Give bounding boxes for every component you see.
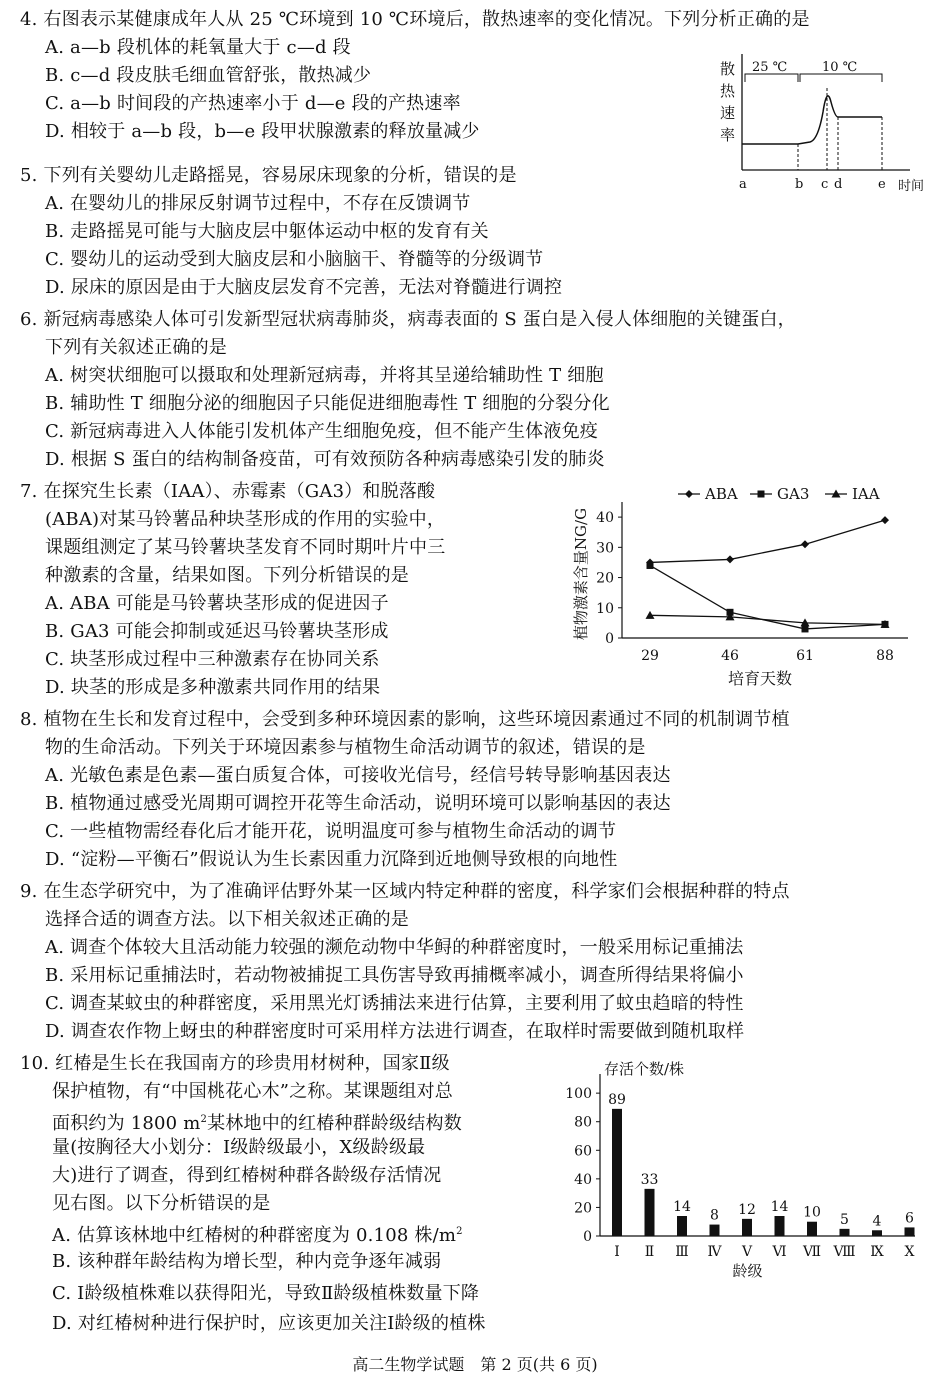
chart10-xlabel: 龄级	[732, 1262, 763, 1280]
q8-option-d: D. “淀粉—平衡石”假说认为生长素因重力沉降到近地侧导致根的向地性	[45, 849, 618, 870]
fig4-ylabel-1: 热	[720, 82, 736, 100]
q9-stem-line2: 选择合适的调查方法。以下相关叙述正确的是	[45, 909, 409, 930]
q8-option-b: B. 植物通过感受光周期可调控开花等生命活动，说明环境可以影响基因的表达	[45, 793, 671, 814]
chart7-point-ga3	[647, 562, 654, 569]
q10-stem-line4: 量(按胸径大小划分：Ⅰ级龄级最小，Ⅹ级龄级最	[52, 1137, 426, 1158]
chart10-bar	[645, 1189, 655, 1236]
chart10-bar	[872, 1230, 882, 1236]
q10-option-c: C. Ⅰ龄级植株难以获得阳光，导致Ⅱ龄级植株数量下降	[52, 1283, 480, 1304]
chart7-ytick-label: 0	[605, 631, 614, 647]
chart10-category-label: Ⅲ	[675, 1244, 689, 1260]
chart10-ylabel: 存活个数/株	[604, 1060, 685, 1078]
q8-stem-line2: 物的生命活动。下列关于环境因素参与植物生命活动调节的叙述，错误的是	[45, 737, 646, 758]
chart10-ytick-label: 80	[574, 1114, 592, 1131]
chart10-category-label: Ⅳ	[707, 1244, 722, 1260]
chart10-ytick-label: 100	[565, 1086, 592, 1103]
chart10-ytick-label: 0	[583, 1229, 592, 1245]
q10-area-sup: 2	[200, 1114, 208, 1125]
chart10-category-label: Ⅵ	[772, 1244, 787, 1260]
q7-hormone-line-chart	[560, 480, 925, 695]
chart10-bar-value: 33	[640, 1171, 659, 1188]
chart10-bar-value: 12	[738, 1201, 756, 1218]
q4-option-c: C. a—b 时间段的产热速率小于 d—e 段的产热速率	[45, 93, 461, 114]
q9-option-d: D. 调查农作物上蚜虫的种群密度时可采用样方法进行调查，在取样时需要做到随机取样	[45, 1021, 745, 1042]
q5-stem: 5. 下列有关婴幼儿走路摇晃，容易尿床现象的分析，错误的是	[20, 165, 517, 186]
q4-heat-dissipation-figure	[710, 52, 935, 197]
q8-option-a: A. 光敏色素是色素—蛋白质复合体，可接收光信号，经信号转导影响基因表达	[45, 765, 671, 786]
chart10-bar-value: 89	[608, 1091, 626, 1108]
q5-option-a: A. 在婴幼儿的排尿反射调节过程中，不存在反馈调节	[45, 193, 471, 214]
fig4-ylabel-3: 率	[720, 126, 736, 144]
q7-option-d: D. 块茎的形成是多种激素共同作用的结果	[45, 677, 381, 698]
q6-option-d: D. 根据 S 蛋白的结构制备疫苗，可有效预防各种病毒感染引发的肺炎	[45, 449, 605, 470]
chart7-line-aba	[650, 520, 885, 562]
fig4-tick-a: a	[739, 177, 747, 192]
fig4-curve	[742, 96, 882, 144]
q9-option-a: A. 调查个体较大且活动能力较强的濒危动物中华鲟的种群密度时，一般采用标记重捕法	[45, 937, 744, 958]
q10-option-a-text: A. 估算该林地中红椿树的种群密度为 0.108 株/m	[52, 1225, 457, 1246]
chart10-ytick-label: 40	[574, 1171, 592, 1188]
chart7-ytick-label: 20	[596, 570, 614, 587]
fig4-label-10c: 10 ℃	[822, 60, 858, 75]
chart7-point-aba	[881, 516, 889, 524]
chart10-category-label: Ⅰ	[614, 1244, 620, 1260]
chart10-bar	[742, 1219, 752, 1236]
chart7-xtick-label: 88	[876, 648, 894, 664]
chart7-legend-label-aba: ABA	[705, 485, 738, 503]
fig4-ylabel-0: 散	[720, 60, 736, 78]
fig4-ylabel-2: 速	[720, 104, 736, 122]
chart10-bar-value: 4	[872, 1213, 882, 1230]
q10-option-a	[52, 1218, 463, 1250]
chart10-bar	[905, 1227, 915, 1236]
chart7-xtick-label: 29	[641, 648, 659, 664]
fig4-tick-e: e	[878, 177, 886, 192]
chart7-ytick-label: 40	[596, 510, 614, 527]
q5-option-c: C. 婴幼儿的运动受到大脑皮层和小脑脑干、脊髓等的分级调节	[45, 249, 544, 270]
chart10-bar-value: 5	[840, 1211, 849, 1228]
q4-option-a: A. a—b 段机体的耗氧量大于 c—d 段	[45, 37, 351, 58]
q9-option-c: C. 调查某蚊虫的种群密度，采用黑光灯诱捕法来进行估算，主要利用了蚊虫趋暗的特性	[45, 993, 744, 1014]
q7-stem-line4: 种激素的含量，结果如图。下列分析错误的是	[45, 565, 409, 586]
fig4-tick-d: d	[834, 177, 843, 192]
page-footer: 高二生物学试题 第 2 页(共 6 页)	[352, 1355, 598, 1374]
chart7-xtick-label: 61	[796, 648, 814, 664]
chart7-point-aba	[801, 540, 809, 548]
chart10-ytick-label: 60	[574, 1143, 592, 1160]
chart7-legend-label-ga3: GA3	[777, 485, 810, 503]
chart10-category-label: Ⅶ	[802, 1244, 822, 1260]
q5-option-d: D. 尿床的原因是由于大脑皮层发育不完善，无法对脊髓进行调控	[45, 277, 563, 298]
fig4-label-25c: 25 ℃	[752, 60, 788, 75]
chart10-category-label: Ⅴ	[741, 1244, 753, 1260]
chart10-bar	[807, 1222, 817, 1236]
q9-stem-line1: 9. 在生态学研究中，为了准确评估野外某一区域内特定种群的密度，科学家们会根据种群的特点	[20, 881, 790, 902]
chart7-xlabel: 培育天数	[727, 669, 793, 688]
chart10-bar-value: 8	[710, 1207, 719, 1224]
q10-option-b: B. 该种群年龄结构为增长型，种内竞争逐年减弱	[52, 1251, 442, 1272]
chart10-bar-value: 6	[905, 1210, 914, 1227]
q10-age-class-bar-chart	[560, 1058, 930, 1280]
q6-stem-line2: 下列有关叙述正确的是	[45, 337, 227, 358]
q7-stem-line2: (ABA)对某马铃薯品种块茎形成的作用的实验中，	[45, 509, 446, 530]
fig4-xlabel: 时间	[898, 179, 925, 194]
q6-option-c: C. 新冠病毒进入人体能引发机体产生细胞免疫，但不能产生体液免疫	[45, 421, 598, 442]
chart10-bar	[612, 1109, 622, 1236]
q10-stem-line6: 见右图。以下分析错误的是	[52, 1193, 271, 1214]
q4-stem: 4. 右图表示某健康成年人从 25 ℃环境到 10 ℃环境后，散热速率的变化情况。下列分析正确的是	[20, 9, 810, 30]
chart10-category-label: Ⅷ	[833, 1244, 856, 1260]
chart10-category-label: Ⅸ	[870, 1244, 884, 1260]
q6-option-b: B. 辅助性 T 细胞分泌的细胞因子只能促进细胞毒性 T 细胞的分裂分化	[45, 393, 610, 414]
q7-option-a: A. ABA 可能是马铃薯块茎形成的促进因子	[45, 593, 389, 614]
q8-stem-line1: 8. 植物在生长和发育过程中，会受到多种环境因素的影响，这些环境因素通过不同的机制调节植	[20, 709, 790, 730]
fig4-brace-10	[800, 74, 882, 82]
chart7-point-aba	[726, 555, 734, 563]
chart7-legend-marker-aba	[685, 490, 693, 498]
q10-area-rest: 某林地中的红椿种群龄级结构数	[207, 1113, 462, 1134]
q10-stem-line2: 保护植物，有“中国桃花心木”之称。某课题组对总	[52, 1081, 454, 1102]
q5-option-b: B. 走路摇晃可能与大脑皮层中躯体运动中枢的发育有关	[45, 221, 489, 242]
chart7-legend-marker-ga3	[758, 491, 765, 498]
chart7-ytick-label: 30	[596, 540, 614, 557]
q7-stem-line1: 7. 在探究生长素（IAA）、赤霉素（GA3）和脱落酸	[20, 481, 436, 502]
chart10-bar-value: 14	[770, 1199, 789, 1215]
chart10-bar	[677, 1216, 687, 1236]
fig4-tick-c: c	[821, 177, 829, 192]
q7-option-b: B. GA3 可能会抑制或延迟马铃薯块茎形成	[45, 621, 389, 642]
chart10-bar	[710, 1225, 720, 1236]
q6-option-a: A. 树突状细胞可以摄取和处理新冠病毒，并将其呈递给辅助性 T 细胞	[45, 365, 604, 386]
q8-option-c: C. 一些植物需经春化后才能开花，说明温度可参与植物生命活动的调节	[45, 821, 617, 842]
q10-option-a-sup: 2	[456, 1226, 463, 1237]
chart7-ylabel: 植物激素含量NG/G	[572, 507, 590, 641]
q10-option-d: D. 对红椿树种进行保护时，应该更加关注Ⅰ龄级的植株	[52, 1313, 486, 1334]
chart10-bar-value: 14	[673, 1199, 691, 1215]
chart10-bar	[775, 1216, 785, 1236]
q6-stem-line1: 6. 新冠病毒感染人体可引发新型冠状病毒肺炎，病毒表面的 S 蛋白是入侵人体细胞的关键蛋白，	[20, 309, 796, 330]
q4-option-d: D. 相较于 a—b 段，b—e 段甲状腺激素的释放量减少	[45, 121, 480, 142]
q10-stem-line5: 大)进行了调查，得到红椿树种群各龄级存活情况	[52, 1165, 442, 1186]
chart7-xtick-label: 46	[721, 648, 739, 664]
chart7-ytick-label: 10	[596, 600, 614, 617]
q4-option-b: B. c—d 段皮肤毛细血管舒张，散热减少	[45, 65, 372, 86]
q10-stem-line1: 10. 红椿是生长在我国南方的珍贵用材树种，国家Ⅱ级	[20, 1053, 450, 1074]
chart7-line-iaa	[650, 615, 885, 624]
q10-area-text: 面积约为 1800 m	[52, 1113, 201, 1134]
chart10-category-label: Ⅹ	[904, 1244, 915, 1260]
fig4-tick-b: b	[795, 177, 804, 192]
chart10-ytick-label: 20	[574, 1200, 592, 1217]
chart10-bar	[840, 1229, 850, 1236]
chart7-legend-label-iaa: IAA	[852, 485, 880, 503]
chart10-category-label: Ⅱ	[644, 1244, 655, 1260]
q7-option-c: C. 块茎形成过程中三种激素存在协同关系	[45, 649, 380, 670]
chart7-point-ga3	[802, 625, 809, 632]
q9-option-b: B. 采用标记重捕法时，若动物被捕捉工具伤害导致再捕概率减小，调查所得结果将偏小	[45, 965, 744, 986]
chart10-bar-value: 10	[803, 1204, 821, 1221]
q7-stem-line3: 课题组测定了某马铃薯块茎发育不同时期叶片中三	[45, 537, 446, 558]
fig4-brace-25	[745, 74, 798, 82]
